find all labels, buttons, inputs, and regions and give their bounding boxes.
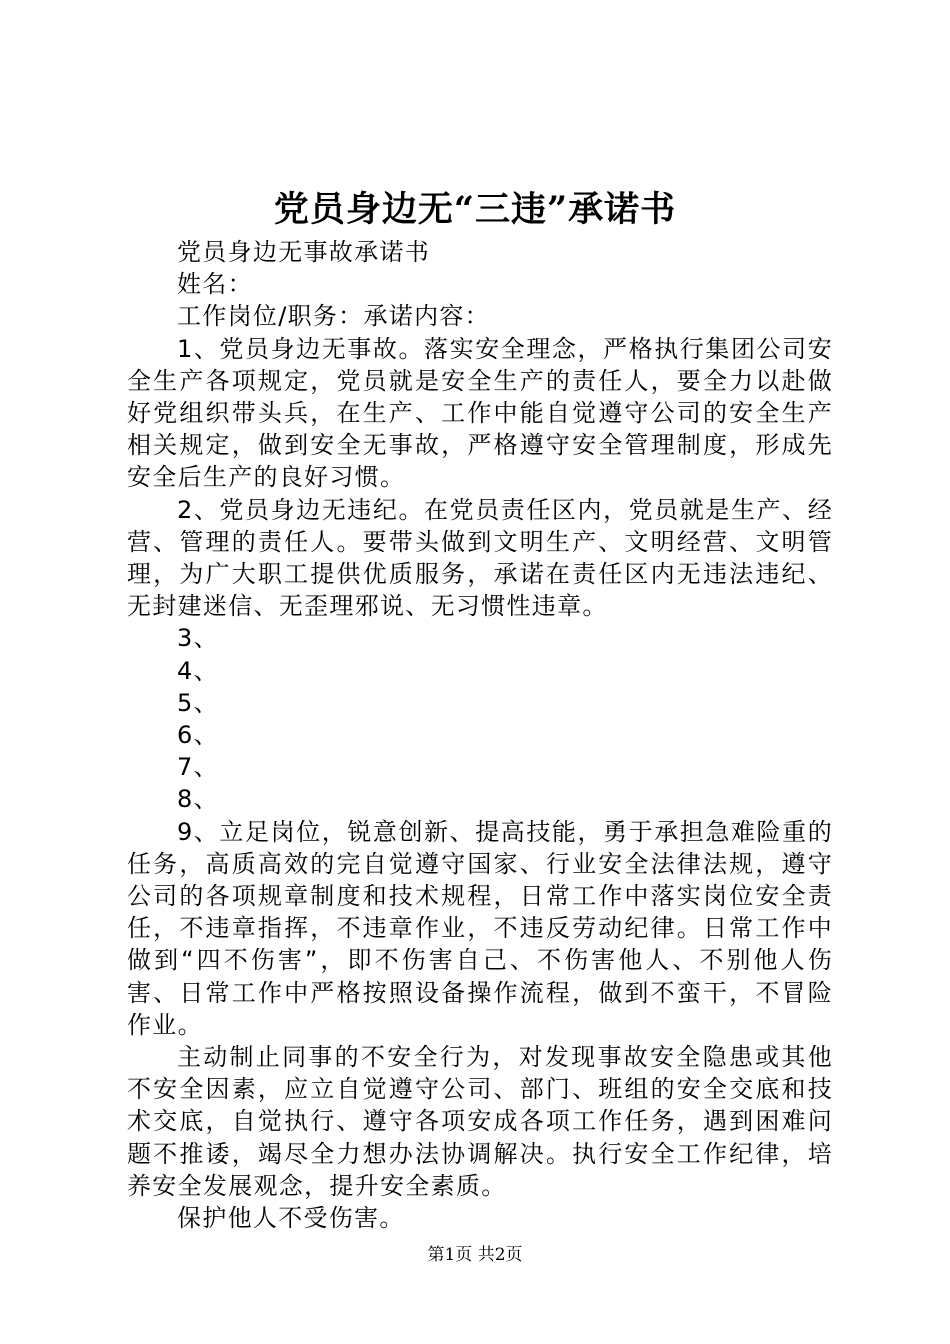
paragraph-item-9: 9、立足岗位，锐意创新、提高技能，勇于承担急难险重的任务，高质高效的完自觉遵守国家、行业安全法律法规，遵守公司的各项规章制度和技术规程，日常工作中落实岗位安全责任，不违章指挥，不违章作业，不违反劳动纪律。日常工作中做到“四不伤害”，即不伤害自己、不伤害他人、不别他人伤害、日常工作中严格按照设备操作流程，做到不蛮干，不冒险作业。 [127,817,833,1039]
page-number-footer: 第1页 共2页 [427,1245,523,1265]
paragraph-item-3: 3、 [177,624,219,653]
paragraph-subtitle: 党员身边无事故承诺书 [177,238,430,266]
paragraph-item-5: 5、 [177,688,219,717]
paragraph-name-field: 姓名： [177,270,253,299]
paragraph-item-4: 4、 [177,656,219,685]
paragraph-item-2: 2、党员身边无违纪。在党员责任区内，党员就是生产、经营、管理的责任人。要带头做到文明生产、文明经营、文明管理，为广大职工提供优质服务，承诺在责任区内无违法违纪、无封建迷信、无歪理邪说、无习惯性违章。 [127,495,833,621]
paragraph-position-field: 工作岗位/职务：承诺内容： [177,302,490,331]
paragraph-item-7: 7、 [177,753,219,782]
paragraph-item-8: 8、 [177,785,219,814]
paragraph-stop-unsafe: 主动制止同事的不安全行为，对发现事故安全隐患或其他不安全因素，应立自觉遵守公司、部门、班组的安全交底和技术交底，自觉执行、遵守各项安成各项工作任务，遇到困难问题不推诿，竭尽全力想办法协调解决。执行安全工作纪律，培养安全发展观念，提升安全素质。 [127,1043,833,1200]
paragraph-item-1: 1、党员身边无事故。落实安全理念，严格执行集团公司安全生产各项规定，党员就是安全生产的责任人，要全力以赴做好党组织带头兵，在生产、工作中能自觉遵守公司的安全生产相关规定，做到安全无事故，严格遵守安全管理制度，形成先安全后生产的良好习惯。 [127,334,833,492]
paragraph-protect-others: 保护他人不受伤害。 [177,1204,405,1233]
paragraph-item-6: 6、 [177,721,219,750]
document-body [127,236,833,1234]
document-title: 党员身边无“三违”承诺书 [273,189,677,230]
